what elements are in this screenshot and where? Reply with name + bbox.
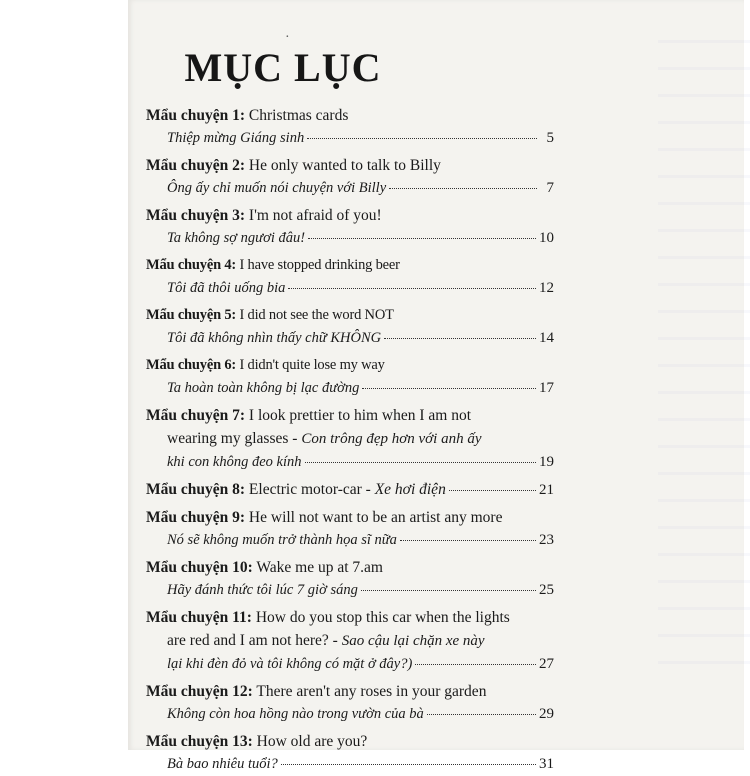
toc-entry xyxy=(146,254,554,300)
story-subtitle: Xe hơi điện xyxy=(374,481,446,498)
dot-leader xyxy=(449,490,536,491)
story-label: Mẩu chuyện 7: xyxy=(146,407,246,424)
toc-entry xyxy=(146,506,554,552)
story-subtitle: Nó sẽ không muốn trở thành họa sĩ nữa xyxy=(167,532,397,548)
dot-leader xyxy=(362,388,536,389)
story-title: He will not want to be an artist any more xyxy=(248,509,503,526)
story-title: I have stopped drinking beer xyxy=(239,257,400,273)
story-label: Mẩu chuyện 4: xyxy=(146,257,237,273)
toc-entry xyxy=(146,154,554,200)
story-title: There aren't any roses in your garden xyxy=(256,683,487,700)
page-number: 23 xyxy=(539,532,554,548)
story-subtitle: Ta không sợ ngươi đâu! xyxy=(167,230,306,246)
dot-leader xyxy=(307,138,537,139)
story-label: Mẩu chuyện 12: xyxy=(146,683,253,700)
story-title: I look prettier to him when I am not xyxy=(248,407,472,424)
dot-leader xyxy=(288,288,536,289)
toc-entry xyxy=(146,606,554,676)
toc-entry xyxy=(146,104,554,150)
story-subtitle: Bà bao nhiêu tuổi? xyxy=(167,756,278,772)
story-title: I didn't quite lose my way xyxy=(239,357,385,373)
page-number: 25 xyxy=(539,582,554,598)
story-label: Mẩu chuyện 13: xyxy=(146,733,253,750)
story-title: Christmas cards xyxy=(248,107,349,124)
story-subtitle: Ta hoàn toàn không bị lạc đường xyxy=(167,380,360,396)
page-number: 19 xyxy=(539,454,554,470)
page-number: 7 xyxy=(546,180,554,196)
toc-entry xyxy=(146,204,554,250)
dot-leader xyxy=(281,764,536,765)
story-subtitle: Hãy đánh thức tôi lúc 7 giờ sáng xyxy=(167,582,358,598)
bleed-through-text xyxy=(658,40,750,680)
toc-entry xyxy=(146,354,554,400)
story-label: Mẩu chuyện 1: xyxy=(146,107,246,124)
story-subtitle: Tôi đã thôi uống bia xyxy=(167,280,286,296)
dot-leader xyxy=(415,664,536,665)
page-title: MỤC LỤC xyxy=(184,45,382,90)
story-title: I did not see the word NOT xyxy=(239,307,394,323)
story-title: I'm not afraid of you! xyxy=(248,207,382,224)
story-subtitle: Sao cậu lại chặn xe này xyxy=(341,633,485,649)
dot-leader xyxy=(308,238,536,239)
page-number: 27 xyxy=(539,656,554,672)
toc-entry xyxy=(146,478,554,502)
story-label: Mẩu chuyện 3: xyxy=(146,207,246,224)
dot-leader xyxy=(305,462,537,463)
story-subtitle: Ông ấy chỉ muốn nói chuyện với Billy xyxy=(167,180,387,196)
page-number: 10 xyxy=(539,230,554,246)
story-title: Wake me up at 7.am xyxy=(256,559,383,576)
dot-leader xyxy=(389,188,537,189)
page-number: 14 xyxy=(539,330,554,346)
story-subtitle: Thiệp mừng Giáng sinh xyxy=(167,130,305,146)
dot-leader xyxy=(384,338,536,339)
story-title: He only wanted to talk to Billy xyxy=(248,157,441,174)
page-number: 21 xyxy=(539,482,554,498)
story-label: Mẩu chuyện 5: xyxy=(146,307,237,323)
toc-entry xyxy=(146,680,554,726)
table-of-contents xyxy=(146,104,554,776)
story-label: Mẩu chuyện 9: xyxy=(146,509,246,526)
story-title-continued: wearing my glasses - xyxy=(167,430,302,447)
story-label: Mẩu chuyện 8: xyxy=(146,481,246,498)
story-subtitle: Không còn hoa hồng nào trong vườn của bà xyxy=(167,706,424,722)
story-label: Mẩu chuyện 6: xyxy=(146,357,237,373)
story-subtitle-continued: khi con không đeo kính xyxy=(167,454,302,470)
toc-entry xyxy=(146,304,554,350)
story-subtitle-continued: lại khi đèn đỏ và tôi không có mặt ở đây?) xyxy=(167,656,413,672)
toc-entry xyxy=(146,404,554,474)
page-number: 5 xyxy=(546,130,554,146)
story-label: Mẩu chuyện 10: xyxy=(146,559,253,576)
story-title: How old are you? xyxy=(256,733,368,750)
story-title-continued: are red and I am not here? - xyxy=(167,632,342,649)
page-number: 17 xyxy=(539,380,554,396)
toc-entry xyxy=(146,730,554,776)
page-number: 12 xyxy=(539,280,554,296)
dot-leader xyxy=(400,540,536,541)
page-number: 31 xyxy=(539,756,554,772)
story-label: Mẩu chuyện 11: xyxy=(146,609,252,626)
story-subtitle: Con trông đẹp hơn với anh ấy xyxy=(301,431,482,447)
toc-entry xyxy=(146,556,554,602)
page-mark: · xyxy=(285,30,290,45)
story-label: Mẩu chuyện 2: xyxy=(146,157,246,174)
story-subtitle: Tôi đã không nhìn thấy chữ KHÔNG xyxy=(167,330,382,346)
page-number: 29 xyxy=(539,706,554,722)
dot-leader xyxy=(361,590,536,591)
story-title: Electric motor-car - xyxy=(248,481,375,498)
story-title: How do you stop this car when the lights xyxy=(255,609,510,626)
dot-leader xyxy=(427,714,536,715)
